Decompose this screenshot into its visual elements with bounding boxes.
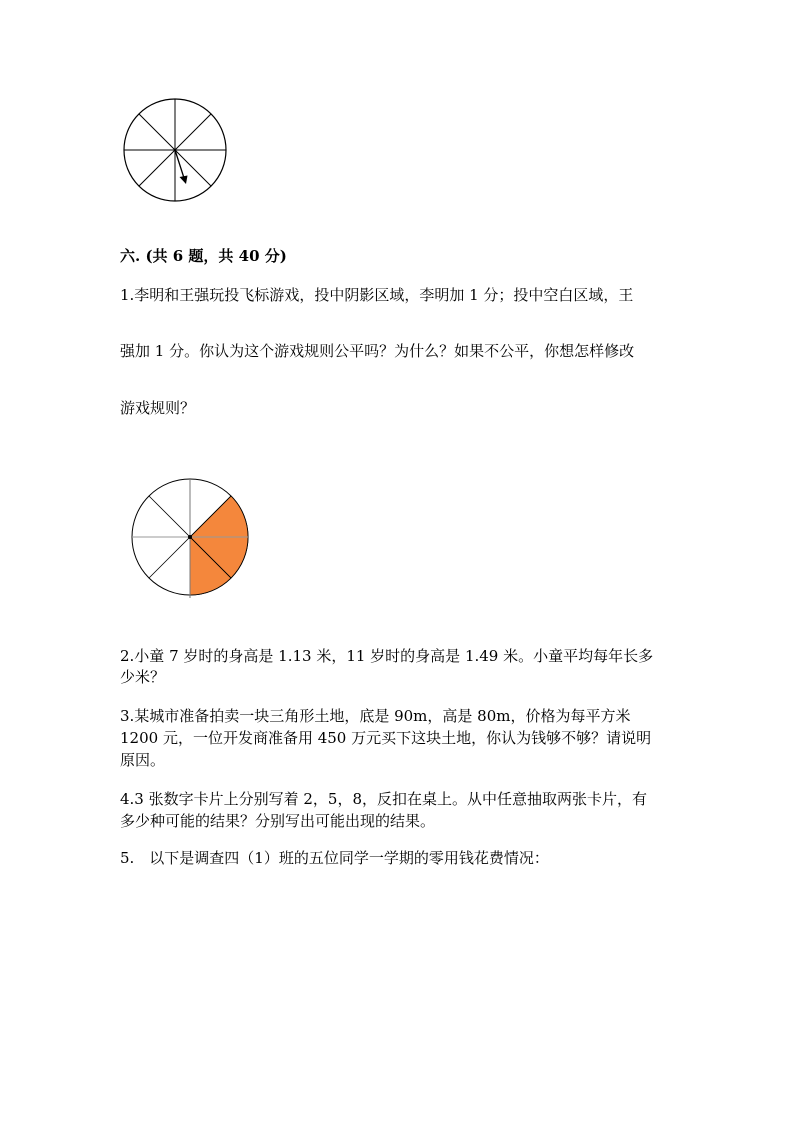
question-4-line-2: 多少种可能的结果？分别写出可能出现的结果。: [120, 812, 436, 830]
section-title: 六. (共 6 题，共 40 分): [120, 247, 287, 265]
question-2-line-2: 少米？: [120, 668, 166, 686]
question-5-line-1: 5. 以下是调查四（1）班的五位同学一学期的零用钱花费情况：: [120, 849, 549, 867]
question-3-line-1: 3.某城市准备拍卖一块三角形土地，底是 90m，高是 80m，价格为每平方米: [120, 707, 631, 725]
question-1-line-2: 强加 1 分。你认为这个游戏规则公平吗？为什么？如果不公平，你想怎样修改: [120, 342, 635, 360]
question-4-line-1: 4.3 张数字卡片上分别写着 2，5，8，反扣在桌上。从中任意抽取两张卡片，有: [120, 790, 648, 808]
question-2-line-1: 2.小童 7 岁时的身高是 1.13 米，11 岁时的身高是 1.49 米。小童平均每年长多: [120, 647, 654, 665]
dartboard-center: [188, 535, 192, 539]
spinner-figure: [120, 98, 230, 208]
question-3-line-3: 原因。: [120, 751, 166, 769]
question-3-line-2: 1200 元，一位开发商准备用 450 万元买下这块土地，你认为钱够不够？请说明: [120, 729, 652, 747]
dartboard-figure: [128, 476, 252, 602]
question-1-line-1: 1.李明和王强玩投飞标游戏，投中阴影区域，李明加 1 分；投中空白区域，王: [120, 286, 634, 304]
question-1-line-3: 游戏规则？: [120, 399, 196, 417]
